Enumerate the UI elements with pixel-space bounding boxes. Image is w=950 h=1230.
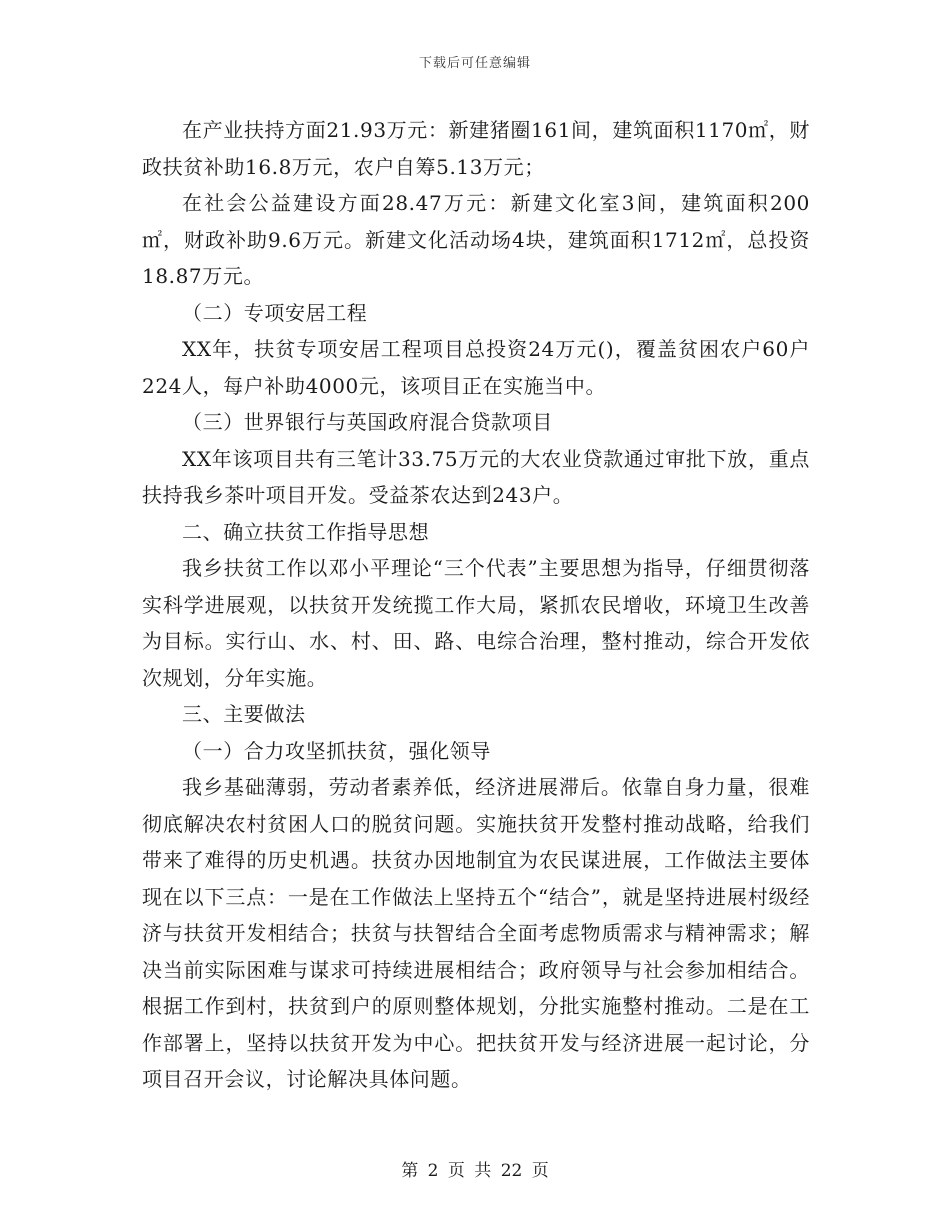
paragraph-guiding-thought: 我乡扶贫工作以邓小平理论“三个代表”主要思想为指导，仔细贯彻落实科学进展观，以扶贫开发统揽工作大局，紧抓农民增收，环境卫生改善为目标。实行山、水、村、田、路、电综合治理，整村推动，综合开发依次规划，分年实施。: [142, 556, 810, 690]
paragraph-world-bank-loan: XX年该项目共有三笔计33.75万元的大农业贷款通过审批下放，重点扶持我乡茶叶项目开发。受益茶农达到243户。: [142, 446, 810, 507]
section-heading-world-bank: （三）世界银行与英国政府混合贷款项目: [182, 410, 553, 434]
section-heading-leadership: （一）合力攻坚抓扶贫，强化领导: [182, 738, 491, 763]
paragraph-industry-support: 在产业扶持方面21.93万元：新建猪圈161间，建筑面积1170㎡，财政扶贫补助16.8万元，农户自筹5.13万元；: [142, 118, 810, 179]
section-heading-housing: （二）专项安居工程: [182, 300, 368, 325]
paragraph-housing-project: XX年，扶贫专项安居工程项目总投资24万元()，覆盖贫困农户60户224人，每户补助4000元，该项目正在实施当中。: [142, 337, 810, 398]
page-number-footer: 第 2 页 共 22 页: [401, 1161, 549, 1181]
page-header: 下载后可任意编辑: [418, 56, 531, 71]
section-heading-guiding-thought: 二、确立扶贫工作指导思想: [182, 519, 430, 544]
paragraph-practices-detail: 我乡基础薄弱，劳动者素养低，经济进展滞后。依靠自身力量，很难彻底解决农村贫困人口的脱贫问题。实施扶贫开发整村推动战略，给我们带来了难得的历史机遇。扶贫办因地制宜为农民谋进展，工作做法主要体现在以下三点：一是在工作做法上坚持五个“结合”，就是坚持进展村级经济与扶贫开发相结合；扶贫与扶智结合全面考虑物质需求与精神需求；解决当前实际困难与谋求可持续进展相结合；政府领导与社会参加相结合。根据工作到村，扶贫到户的原则整体规划，分批实施整村推动。二是在工作部署上，坚持以扶贫开发为中心。把扶贫开发与经济进展一起讨论，分项目召开会议，讨论解决具体问题。: [142, 775, 810, 1091]
section-heading-main-practices: 三、主要做法: [182, 702, 306, 726]
paragraph-public-welfare: 在社会公益建设方面28.47万元：新建文化室3间，建筑面积200㎡，财政补助9.6万元。新建文化活动场4块，建筑面积1712㎡，总投资18.87万元。: [142, 191, 810, 288]
document-body: [142, 112, 810, 1098]
